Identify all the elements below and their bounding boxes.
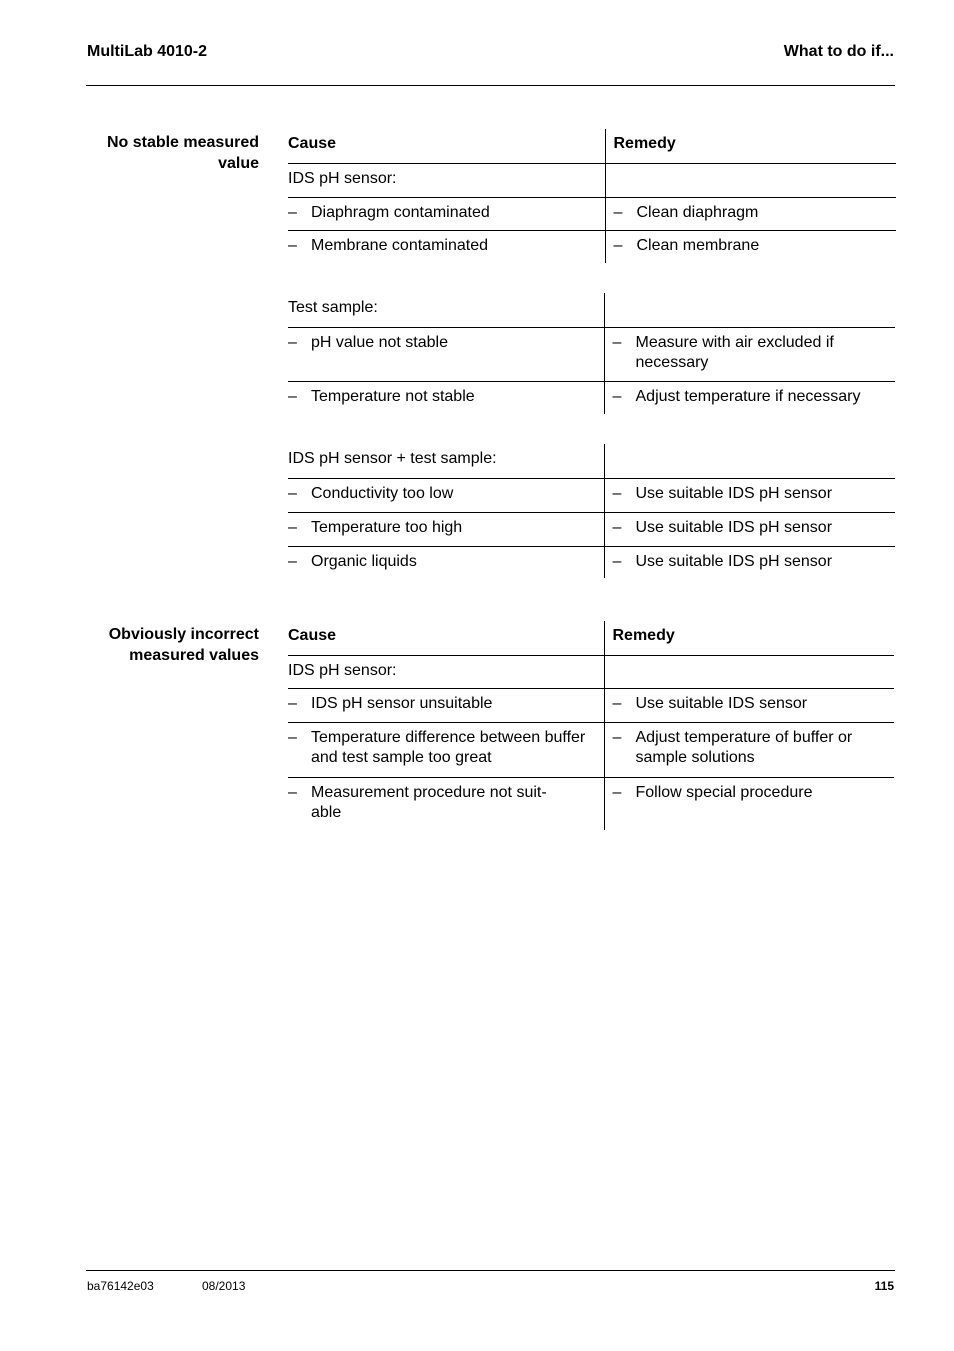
- group-label: IDS pH sensor:: [288, 661, 397, 679]
- cause-text: Membrane contaminated: [311, 236, 488, 254]
- remedy-text: Clean membrane: [636, 236, 760, 254]
- section-title-obviously-incorrect-values: [60, 624, 259, 666]
- table-row: [288, 546, 895, 578]
- table-row-group: [288, 293, 895, 327]
- cause-text: Temperature difference between buffer and test sample too great: [311, 728, 586, 766]
- table-row: [288, 478, 895, 512]
- dash-bullet: –: [288, 518, 297, 536]
- table-row: [288, 381, 895, 414]
- group-label: IDS pH sensor:: [288, 169, 397, 187]
- cause-text: Organic liquids: [311, 552, 417, 570]
- dash-bullet: –: [288, 236, 297, 254]
- table-row: [288, 688, 894, 722]
- table-row-group: [288, 444, 895, 478]
- cause-text: Temperature too high: [311, 518, 463, 536]
- table-row-group: [288, 163, 896, 197]
- footer-date: 08/2013: [202, 1279, 246, 1293]
- dash-bullet: –: [612, 387, 622, 405]
- footer-doc-code: ba76142e03: [87, 1279, 154, 1293]
- dash-bullet: –: [288, 694, 297, 712]
- running-header-chapter: What to do if...: [783, 43, 894, 60]
- remedy-text: Adjust temperature if necessary: [635, 387, 861, 405]
- page-number: 115: [874, 1279, 894, 1293]
- cause-remedy-table: [288, 621, 894, 830]
- cause-text: Measurement procedure not suit-able: [311, 783, 547, 821]
- column-header-remedy: Remedy: [612, 627, 675, 644]
- remedy-text: Adjust temperature of buffer or sample solutions: [635, 728, 853, 766]
- cause-text: Diaphragm contaminated: [311, 203, 490, 221]
- dash-bullet: –: [288, 552, 297, 570]
- group-label: Test sample:: [288, 299, 378, 316]
- table-row: [288, 230, 896, 263]
- remedy-text: Follow special procedure: [635, 783, 813, 801]
- dash-bullet: –: [288, 783, 297, 801]
- table-row: [288, 512, 895, 546]
- dash-bullet: –: [288, 203, 297, 221]
- dash-bullet: –: [612, 484, 622, 502]
- dash-bullet: –: [612, 333, 622, 351]
- column-header-cause: Cause: [288, 627, 337, 644]
- section-title-line: measured values: [129, 647, 259, 664]
- cause-text: Conductivity too low: [311, 484, 454, 502]
- table-row: [288, 197, 896, 230]
- group-label: IDS pH sensor + test sample:: [288, 450, 497, 467]
- column-header-remedy: Remedy: [613, 135, 676, 152]
- dash-bullet: –: [612, 552, 622, 570]
- section-title-line: value: [218, 155, 259, 172]
- dash-bullet: –: [612, 728, 622, 746]
- dash-bullet: –: [288, 387, 297, 405]
- table-header-row: [288, 129, 896, 163]
- remedy-text: Use suitable IDS pH sensor: [635, 484, 833, 502]
- dash-bullet: –: [288, 484, 297, 502]
- dash-bullet: –: [613, 236, 623, 254]
- running-header-title: MultiLab 4010-2: [87, 43, 208, 60]
- table-row: [288, 777, 894, 830]
- column-header-cause: Cause: [288, 135, 337, 152]
- dash-bullet: –: [288, 333, 297, 351]
- dash-bullet: –: [612, 783, 622, 801]
- dash-bullet: –: [288, 728, 297, 746]
- cause-text: IDS pH sensor unsuitable: [311, 694, 493, 712]
- dash-bullet: –: [613, 203, 623, 221]
- cause-text: pH value not stable: [311, 333, 448, 351]
- header-rule: [86, 85, 895, 86]
- table-row: [288, 327, 895, 381]
- dash-bullet: –: [612, 694, 622, 712]
- remedy-text: Measure with air excluded if necessary: [635, 333, 834, 371]
- cause-remedy-table: [288, 129, 896, 263]
- remedy-text: Clean diaphragm: [636, 203, 759, 221]
- dash-bullet: –: [612, 518, 622, 536]
- section-title-no-stable-value: [60, 132, 259, 174]
- cause-remedy-table: [288, 444, 895, 578]
- cause-text: Temperature not stable: [311, 387, 475, 405]
- section-title-line: Obviously incorrect: [108, 626, 259, 643]
- remedy-text: Use suitable IDS pH sensor: [635, 552, 833, 570]
- remedy-text: Use suitable IDS sensor: [635, 694, 808, 712]
- remedy-text: Use suitable IDS pH sensor: [635, 518, 833, 536]
- cause-remedy-table: [288, 293, 895, 414]
- footer-rule: [86, 1270, 895, 1271]
- section-title-line: No stable measured: [106, 134, 259, 151]
- table-row: [288, 722, 894, 777]
- table-row-group: [288, 655, 894, 688]
- table-header-row: [288, 621, 894, 655]
